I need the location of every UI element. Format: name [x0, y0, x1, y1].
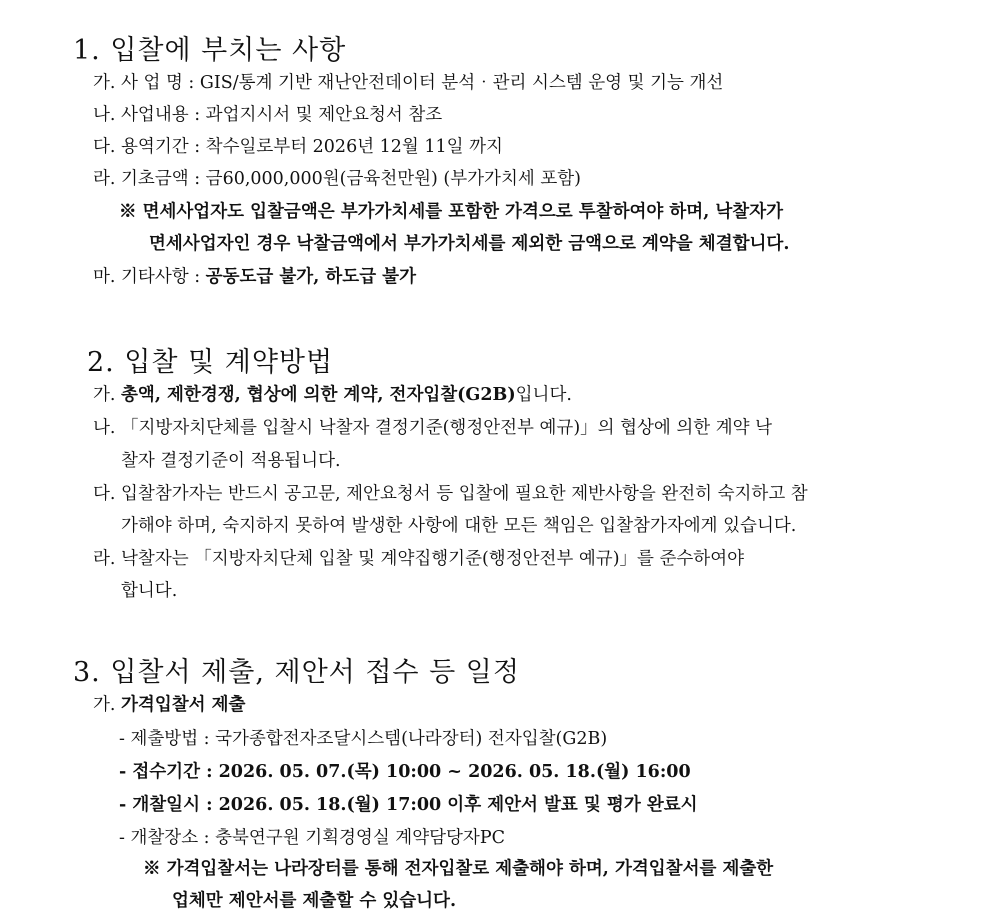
item-a-bold: 총액, 제한경쟁, 협상에 의한 계약, 전자입찰(G2B) [121, 385, 516, 405]
section-1-line-project-name: 가. 사 업 명 : GIS/통계 기반 재난안전데이터 분석‧관리 시스템 운영 및 기능 개선 [93, 73, 724, 93]
section-2-item-b-line-1: 나. 「지방자치단체를 입찰시 낙찰자 결정기준(행정안전부 예규)」의 협상에 의한 계약 낙 [93, 418, 773, 438]
misc-value: 공동도급 불가, 하도급 불가 [205, 267, 416, 287]
section-2-title: 2. 입찰 및 계약방법 [87, 347, 334, 378]
misc-label: 마. 기타사항 : [93, 267, 206, 287]
section-3-subheading [93, 694, 245, 716]
section-1-line-misc [93, 266, 416, 288]
section-1-line-project-content: 나. 사업내용 : 과업지시서 및 제안요청서 참조 [93, 105, 443, 125]
section-3-note-line-2: 업체만 제안서를 제출할 수 있습니다. [172, 891, 457, 911]
section-3-item-period: - 접수기간 : 2026. 05. 07.(목) 10:00 ~ 2026. 05. 18.(월) 16:00 [119, 762, 691, 782]
section-2-item-d-line-1: 라. 낙찰자는 「지방자치단체 입찰 및 계약집행기준(행정안전부 예규)」를 준수하여야 [93, 549, 745, 569]
item-a-prefix: 가. [93, 385, 122, 405]
section-2-item-a [93, 384, 572, 406]
section-3-note-line-1: ※ 가격입찰서는 나라장터를 통해 전자입찰로 제출해야 하며, 가격입찰서를 제출한 [143, 859, 774, 879]
subheading-bold: 가격입찰서 제출 [121, 695, 246, 715]
section-2-item-c-line-2: 가해야 하며, 숙지하지 못하여 발생한 사항에 대한 모든 책임은 입찰참가자에게 있습니다. [121, 516, 797, 536]
section-2-item-c-line-1: 다. 입찰참가자는 반드시 공고문, 제안요청서 등 입찰에 필요한 제반사항을 완전히 숙지하고 참 [93, 484, 808, 504]
section-3-item-opening-place: - 개찰장소 : 충북연구원 기획경영실 계약담당자PC [119, 828, 505, 848]
section-2-item-b-line-2: 찰자 결정기준이 적용됩니다. [121, 451, 341, 471]
section-2-item-d-line-2: 합니다. [121, 581, 178, 601]
section-1-note-line-2: 면세사업자인 경우 낙찰금액에서 부가가치세를 제외한 금액으로 계약을 체결합니다. [149, 234, 790, 254]
section-1-title: 1. 입찰에 부치는 사항 [73, 35, 347, 66]
section-1-note-line-1: ※ 면세사업자도 입찰금액은 부가가치세를 포함한 가격으로 투찰하여야 하며, 낙찰자가 [119, 202, 784, 222]
item-a-suffix: 입니다. [515, 385, 572, 405]
section-3-item-method: - 제출방법 : 국가종합전자조달시스템(나라장터) 전자입찰(G2B) [119, 729, 608, 749]
section-3-title: 3. 입찰서 제출, 제안서 접수 등 일정 [73, 657, 520, 688]
section-1-line-base-amount: 라. 기초금액 : 금60,000,000원(금육천만원) (부가가치세 포함) [93, 169, 581, 189]
section-3-item-opening-time: - 개찰일시 : 2026. 05. 18.(월) 17:00 이후 제안서 발표 및 평가 완료시 [119, 795, 698, 815]
subheading-prefix: 가. [93, 695, 122, 715]
section-1-line-service-period: 다. 용역기간 : 착수일로부터 2026년 12월 11일 까지 [93, 137, 503, 157]
